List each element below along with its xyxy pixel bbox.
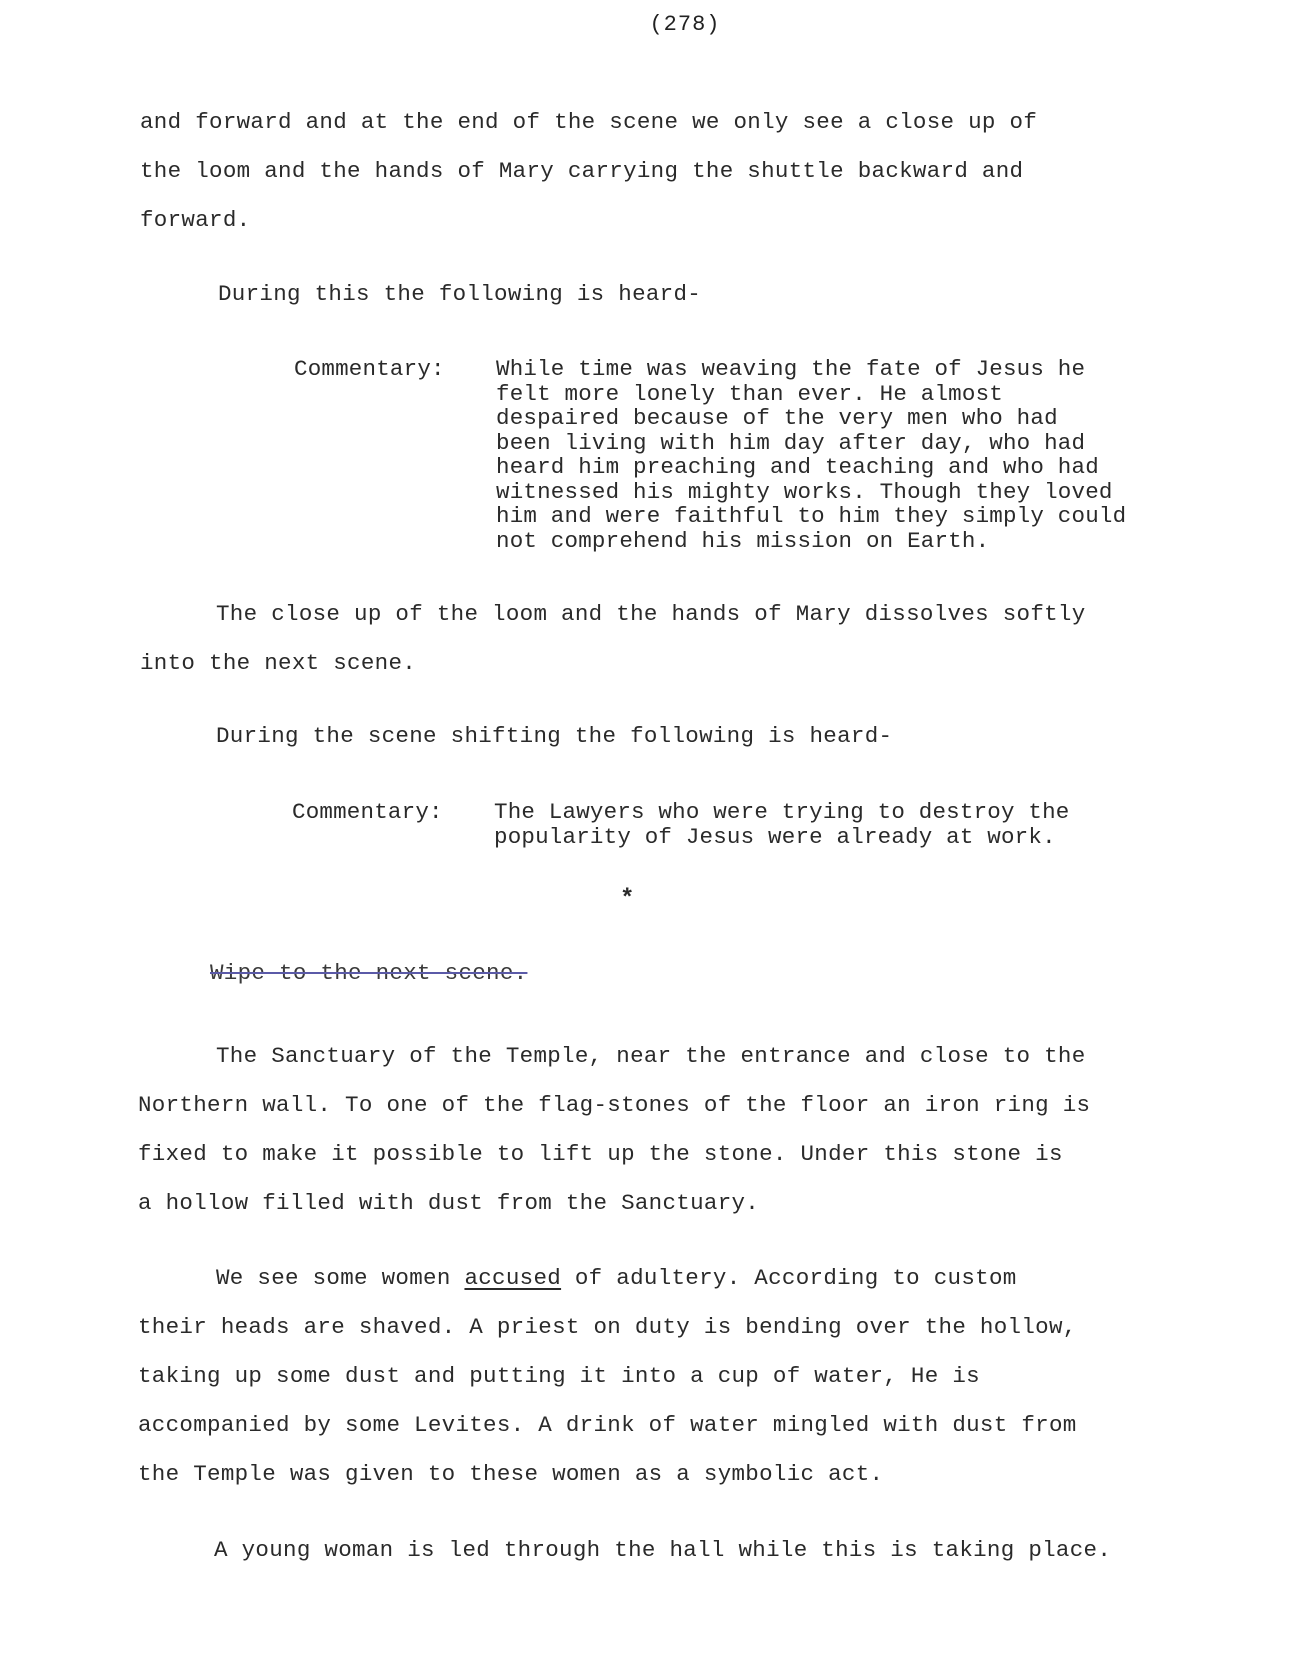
commentary-label: Commentary: xyxy=(292,799,443,825)
commentary-line: popularity of Jesus were already at work. xyxy=(494,823,1056,850)
paragraph-loom-close-up xyxy=(140,98,1037,245)
text-line: A young woman is led through the hall while this is taking place. xyxy=(214,1537,1112,1563)
page-number: (278) xyxy=(649,12,721,37)
section-separator: * xyxy=(620,886,635,913)
text-line: The Sanctuary of the Temple, near the entrance and close to the xyxy=(216,1043,1086,1069)
text-line: their heads are shaved. A priest on duty is bending over the hollow, xyxy=(138,1314,1077,1340)
text-line: the loom and the hands of Mary carrying the shuttle backward and xyxy=(140,158,1024,184)
commentary-label: Commentary: xyxy=(294,356,445,382)
commentary-line: The Lawyers who were trying to destroy the xyxy=(494,799,1070,825)
commentary-body xyxy=(494,800,1070,849)
paragraph-heard-1 xyxy=(218,270,701,319)
commentary-line: witnessed his mighty works. Though they loved xyxy=(496,478,1113,505)
text-line: the Temple was given to these women as a symbolic act. xyxy=(138,1461,884,1487)
text-fragment: We see some women xyxy=(216,1265,465,1291)
paragraph-dissolve xyxy=(140,590,1086,688)
text-line xyxy=(216,1254,1077,1303)
commentary-line: heard him preaching and teaching and who had xyxy=(496,454,1099,480)
paragraph-heard-2 xyxy=(216,712,892,761)
text-line: into the next scene. xyxy=(140,650,417,676)
text-line: fixed to make it possible to lift up the stone. Under this stone is xyxy=(138,1141,1063,1167)
commentary-line: despaired because of the very men who had xyxy=(496,405,1058,431)
text-line: The close up of the loom and the hands of Mary dissolves softly xyxy=(216,601,1086,627)
text-line: and forward and at the end of the scene we only see a close up of xyxy=(140,109,1038,135)
text-line: During the scene shifting the following is heard- xyxy=(216,723,893,749)
paragraph-women-accused xyxy=(138,1254,1077,1499)
text-line: accompanied by some Levites. A drink of water mingled with dust from xyxy=(138,1412,1077,1438)
commentary-body xyxy=(496,357,1126,553)
text-line: taking up some dust and putting it into a cup of water, He is xyxy=(138,1363,980,1389)
text-line: Northern wall. To one of the flag-stones of the floor an iron ring is xyxy=(138,1092,1091,1118)
underlined-word: accused xyxy=(464,1265,562,1291)
struck-through-direction: Wipe to the next scene. xyxy=(210,960,528,986)
paragraph-sanctuary xyxy=(138,1032,1090,1228)
text-line: a hollow filled with dust from the Sanctuary. xyxy=(138,1190,760,1216)
commentary-line: been living with him day after day, who had xyxy=(496,429,1086,456)
text-fragment: of adultery. According to custom xyxy=(561,1265,1017,1291)
paragraph-young-woman xyxy=(214,1526,1111,1575)
text-line: During this the following is heard- xyxy=(218,281,702,307)
commentary-line: him and were faithful to him they simply could xyxy=(496,503,1127,529)
commentary-line: felt more lonely than ever. He almost xyxy=(496,380,1003,407)
commentary-line: not comprehend his mission on Earth. xyxy=(496,527,990,554)
text-line: forward. xyxy=(140,207,251,233)
commentary-line: While time was weaving the fate of Jesus he xyxy=(496,356,1086,382)
